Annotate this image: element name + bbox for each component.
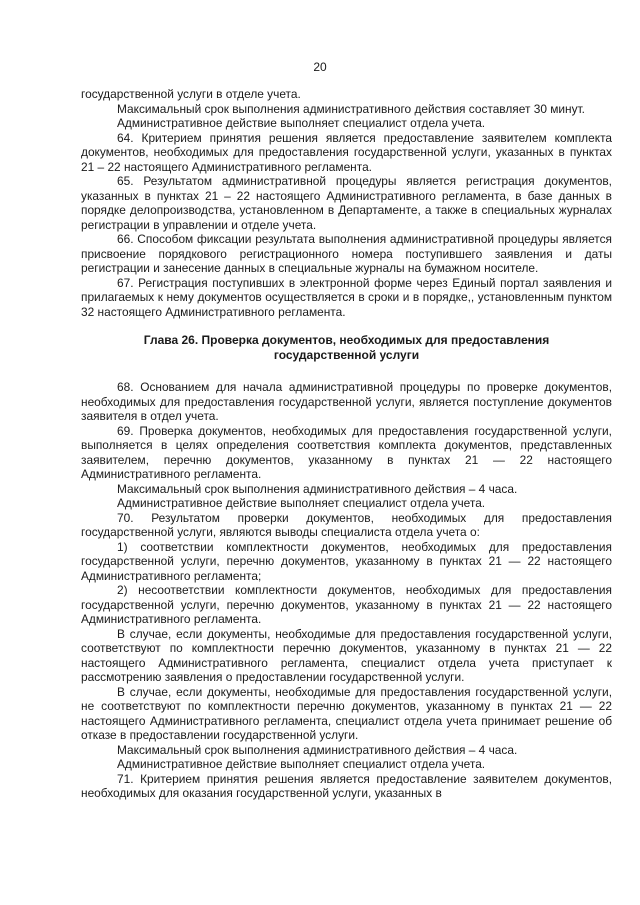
paragraph: государственной услуги в отделе учета.: [81, 87, 301, 101]
paragraph: Административное действие выполняет специалист отдела учета.: [117, 116, 486, 130]
document-body: [81, 87, 612, 801]
paragraph: В случае, если документы, необходимые для предоставления государственной услуги, не соответствуют по комплектности перечню документов, указанному в пунктах 21 — 22 настоящего Административного регламента, специалист отдела учета принимает решение об отказе в предоставлении государственной услуги.: [81, 684, 612, 742]
paragraph: 1) соответствии комплектности документов, необходимых для предоставления государственной услуги, перечню документов, указанному в пунктах 21 — 22 настоящего Административного регламента;: [81, 539, 612, 583]
paragraph: Максимальный срок выполнения административного действия – 4 часа.: [117, 742, 518, 757]
paragraph: 69. Проверка документов, необходимых для предоставления государственной услуги, выполняется в целях определения соответствия комплекта документов, представленных заявителем, перечню документов, указанному в пунктах 21 — 22 настоящего Административного регламента.: [81, 423, 612, 481]
paragraphs-after-chapter: [81, 380, 612, 801]
paragraph: 70. Результатом проверки документов, необходимых для предоставления государственной услуги, являются выводы специалиста отдела учета о:: [81, 510, 612, 539]
paragraph: 67. Регистрация поступивших в электронной форме через Единый портал заявления и прилагаемых к нему документов осуществляется в сроки и в порядке,, установленным пунктом 32 настоящего Административного регламента.: [81, 275, 612, 319]
paragraph: Максимальный срок выполнения административного действия – 4 часа.: [117, 481, 518, 496]
paragraph: 71. Критерием принятия решения является предоставление заявителем документов, необходимых для оказания государственной услуги, указанных в: [81, 771, 612, 800]
paragraph: 68. Основанием для начала административной процедуры по проверке документов, необходимых для предоставления государственной услуги, является поступление документов заявителя в отдел учета.: [81, 380, 612, 423]
chapter-title: [81, 333, 612, 363]
paragraphs-before-chapter: [81, 87, 612, 319]
paragraph: Максимальный срок выполнения административного действия составляет 30 минут.: [117, 101, 585, 116]
paragraph: 65. Результатом административной процедуры является регистрация документов, указанных в пунктах 21 – 22 настоящего Административного регламента, в базе данных в порядке делопроизводства, установленном в Департаменте, а также в специальных журналах регистрации в управлении и отделе учета.: [81, 174, 612, 232]
paragraph: Административное действие выполняет специалист отдела учета.: [117, 757, 486, 771]
chapter-title-line-1: Глава 26. Проверка документов, необходимых для предоставления: [143, 333, 550, 347]
page-number: 20: [313, 60, 327, 74]
paragraph: 64. Критерием принятия решения является предоставление заявителем комплекта документов, необходимых для предоставления государственной услуги, указанных в пунктах 21 – 22 настоящего Административного регламента.: [81, 130, 612, 174]
paragraph: Административное действие выполняет специалист отдела учета.: [117, 496, 486, 510]
paragraph: 66. Способом фиксации результата выполнения административной процедуры является присвоение порядкового регистрационного номера поступившего заявления и даты регистрации и занесение данных в специальные журналы на бумажном носителе.: [81, 232, 612, 275]
chapter-title-line-2: государственной услуги: [273, 348, 420, 362]
paragraph: В случае, если документы, необходимые для предоставления государственной услуги, соответствуют по комплектности перечню документов, указанному в пунктах 21 — 22 настоящего Административного регламента, специалист отдела учета приступает к рассмотрению заявления о предоставлении государственной услуги.: [81, 626, 612, 684]
paragraph: 2) несоответствии комплектности документов, необходимых для предоставления государственной услуги, перечню документов, указанному в пунктах 21 — 22 настоящего Административного регламента.: [81, 583, 612, 626]
